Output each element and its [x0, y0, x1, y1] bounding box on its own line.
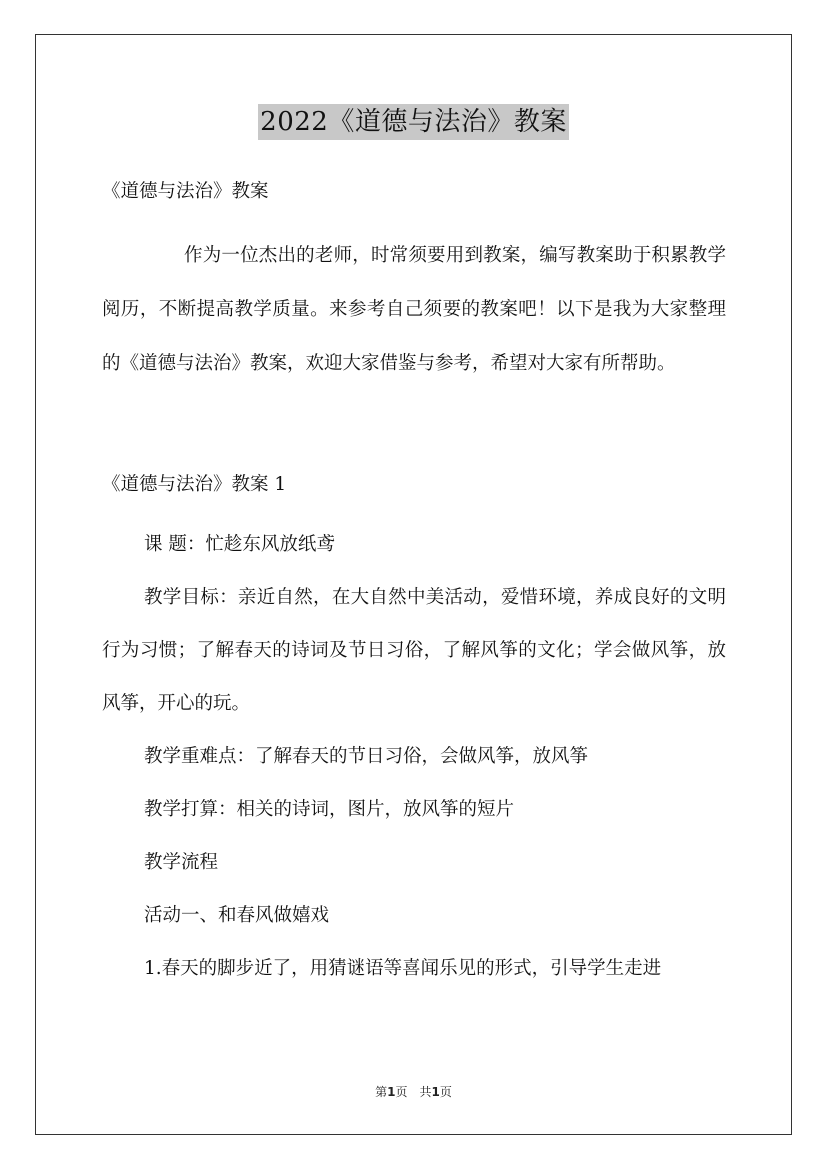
page-current: 1 [387, 1085, 396, 1099]
page-mid: 页 共 [395, 1085, 432, 1099]
key-points: 教学重难点：了解春天的节日习俗，会做风筝，放风筝 [144, 746, 589, 767]
page-footer [0, 1083, 827, 1100]
document-body [102, 173, 726, 995]
lesson-topic: 课 题：忙趁东风放纸鸢 [144, 534, 335, 555]
teaching-objectives: 教学目标：亲近自然，在大自然中美活动，爱惜环境，养成良好的文明行为习惯；了解春天的诗词及节日习俗，了解风筝的文化；学会做风筝，放风筝，开心的玩。 [102, 587, 726, 714]
section-title: 《道德与法治》教案 1 [102, 474, 287, 495]
teaching-preparation: 教学打算：相关的诗词，图片，放风筝的短片 [144, 799, 515, 820]
teaching-process: 教学流程 [144, 852, 219, 873]
document-title: 2022《道德与法治》教案 [258, 104, 569, 140]
title-container [0, 104, 827, 140]
page-prefix: 第 [375, 1085, 388, 1099]
activity-one: 活动一、和春风做嬉戏 [144, 905, 330, 926]
page-total: 1 [431, 1085, 440, 1099]
step-one: 1.春天的脚步近了，用猜谜语等喜闻乐见的形式，引导学生走进 [144, 958, 662, 979]
page-suffix: 页 [439, 1085, 452, 1099]
intro-paragraph: 作为一位杰出的老师，时常须要用到教案，编写教案助于积累教学阅历，不断提高教学质量。来参考自己须要的教案吧！以下是我为大家整理的《道德与法治》教案，欢迎大家借鉴与参考，希望对大家有所帮助。 [102, 245, 726, 374]
document-subtitle: 《道德与法治》教案 [102, 181, 269, 202]
